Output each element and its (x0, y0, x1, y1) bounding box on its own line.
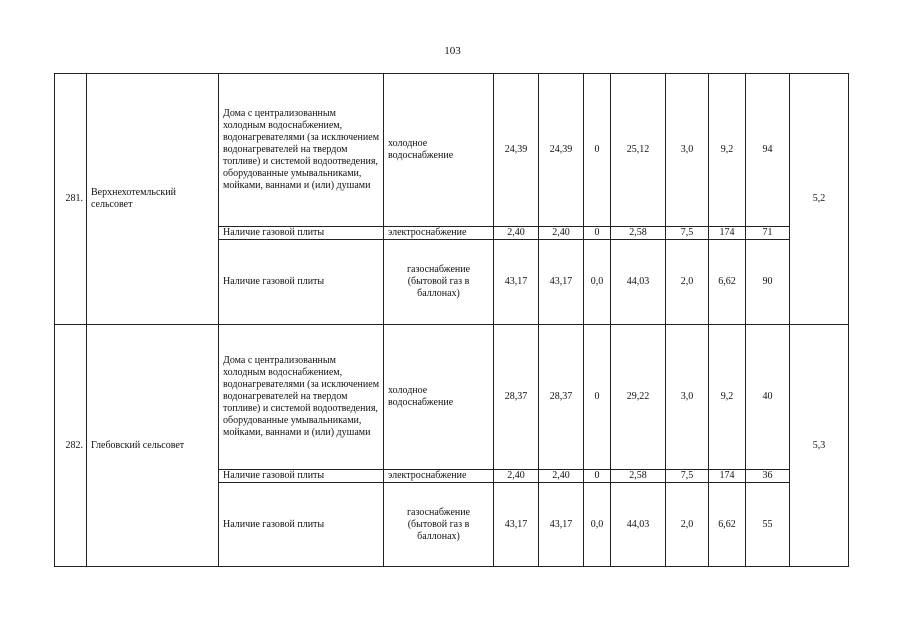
value-cell: 7,5 (666, 227, 709, 240)
service-cell: холодное водоснабжение (384, 325, 494, 470)
row-number: 282. (55, 325, 87, 567)
condition-cell: Дома с централизованным холодным водоснабжением, водонагревателями (за исключением водонагревателей на твердом топливе) и системой водоотведения, оборудованные умывальниками, мойками, ваннами и (или) душами (219, 325, 384, 470)
value-cell: 3,0 (666, 74, 709, 227)
settlement-name: Глебовский сельсовет (87, 325, 219, 567)
condition-cell: Наличие газовой плиты (219, 227, 384, 240)
value-cell: 0 (584, 325, 611, 470)
value-cell: 174 (709, 470, 746, 483)
value-cell: 2,40 (494, 227, 539, 240)
value-cell: 44,03 (611, 240, 666, 325)
value-cell: 94 (746, 74, 790, 227)
condition-cell: Дома с централизованным холодным водоснабжением, водонагревателями (за исключением водонагревателей на твердом топливе) и системой водоотведения, оборудованные умывальниками, мойками, ваннами и (или) душами (219, 74, 384, 227)
value-cell: 2,58 (611, 470, 666, 483)
service-cell: газоснабжение (бытовой газ в баллонах) (384, 240, 494, 325)
row-number: 281. (55, 74, 87, 325)
table-row (55, 74, 849, 227)
value-cell: 2,0 (666, 240, 709, 325)
service-cell: электроснабжение (384, 227, 494, 240)
value-cell: 71 (746, 227, 790, 240)
table-row (55, 325, 849, 470)
value-cell: 0 (584, 227, 611, 240)
condition-cell: Наличие газовой плиты (219, 240, 384, 325)
condition-cell: Наличие газовой плиты (219, 470, 384, 483)
value-cell: 28,37 (539, 325, 584, 470)
value-cell: 43,17 (494, 483, 539, 567)
value-cell: 7,5 (666, 470, 709, 483)
value-cell: 25,12 (611, 74, 666, 227)
tariff-table (54, 73, 849, 567)
value-cell: 24,39 (494, 74, 539, 227)
value-cell: 43,17 (539, 483, 584, 567)
service-cell: холодное водоснабжение (384, 74, 494, 227)
condition-cell: Наличие газовой плиты (219, 483, 384, 567)
service-cell: электроснабжение (384, 470, 494, 483)
value-cell: 24,39 (539, 74, 584, 227)
value-cell: 6,62 (709, 483, 746, 567)
value-cell: 44,03 (611, 483, 666, 567)
service-cell: газоснабжение (бытовой газ в баллонах) (384, 483, 494, 567)
value-cell: 29,22 (611, 325, 666, 470)
final-value: 5,2 (790, 74, 849, 325)
value-cell: 55 (746, 483, 790, 567)
value-cell: 0,0 (584, 240, 611, 325)
value-cell: 2,40 (539, 470, 584, 483)
value-cell: 6,62 (709, 240, 746, 325)
value-cell: 9,2 (709, 325, 746, 470)
value-cell: 2,40 (494, 470, 539, 483)
value-cell: 36 (746, 470, 790, 483)
value-cell: 0 (584, 470, 611, 483)
settlement-name: Верхнехотемльский сельсовет (87, 74, 219, 325)
value-cell: 2,58 (611, 227, 666, 240)
page-number: 103 (444, 45, 461, 57)
value-cell: 40 (746, 325, 790, 470)
value-cell: 2,40 (539, 227, 584, 240)
value-cell: 9,2 (709, 74, 746, 227)
value-cell: 2,0 (666, 483, 709, 567)
value-cell: 90 (746, 240, 790, 325)
value-cell: 43,17 (539, 240, 584, 325)
value-cell: 28,37 (494, 325, 539, 470)
value-cell: 0,0 (584, 483, 611, 567)
value-cell: 0 (584, 74, 611, 227)
value-cell: 43,17 (494, 240, 539, 325)
value-cell: 3,0 (666, 325, 709, 470)
final-value: 5,3 (790, 325, 849, 567)
value-cell: 174 (709, 227, 746, 240)
